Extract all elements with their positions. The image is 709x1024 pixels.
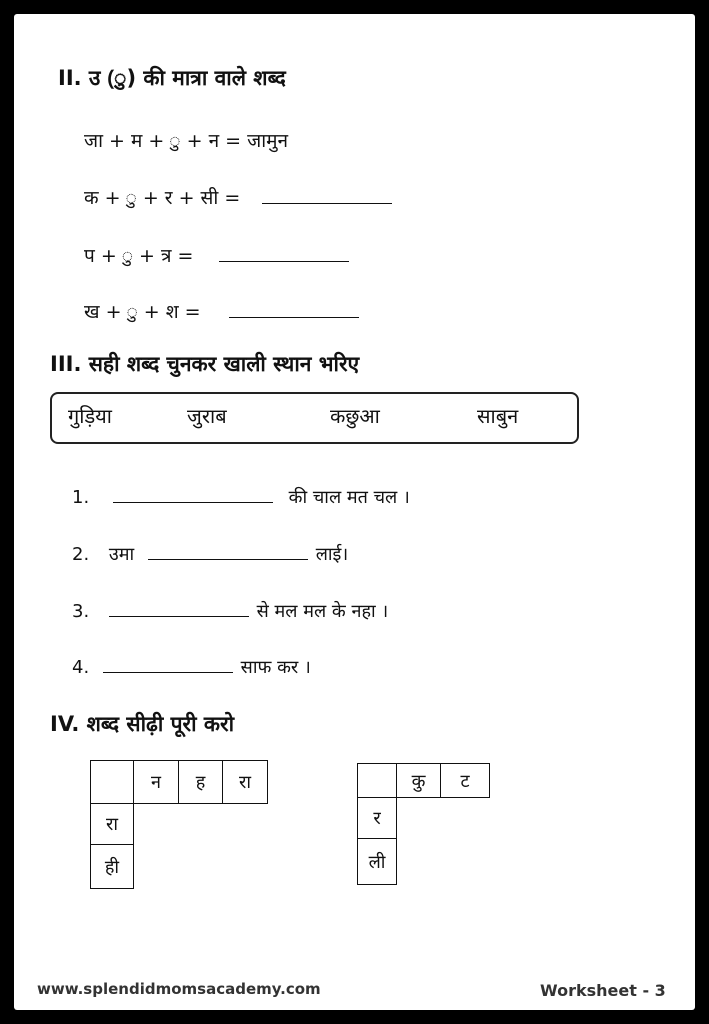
footer-website: www.splendidmomsacademy.com [37,980,321,998]
ladder-cell: न [133,760,179,804]
sentence-2 [72,542,348,566]
answer-blank[interactable] [148,558,308,560]
footer-worksheet-label: Worksheet - 3 [540,981,666,1000]
sentence-number: 3. [72,601,90,622]
word-bank-item: गुड़िया [68,404,112,428]
answer-blank[interactable] [103,671,233,673]
ladder-cell: ह [178,760,223,804]
answer-blank[interactable] [113,501,273,503]
answer-blank[interactable] [262,202,392,204]
ladder-cell-blank[interactable] [90,760,134,804]
ladder-cell: रा [90,803,134,845]
equation-row-3 [84,242,349,268]
sentence-text: साफ कर । [240,657,311,678]
sentence-text: से मल मल के नहा । [256,601,389,622]
ladder-cell: ट [440,763,490,798]
answer-blank[interactable] [219,260,349,262]
section-2-title: II. उ (ु) की मात्रा वाले शब्द [58,66,286,90]
ladder-cell: ही [90,844,134,889]
sentence-text: की चाल मत चल । [288,487,410,508]
equation-expression: ख + ु + श = [84,301,201,323]
equation-expression: जा + म + ु + न = जामुन [84,130,289,152]
sentence-4 [72,655,311,679]
word-bank-item: जुराब [187,404,227,428]
ladder-cell: कु [396,763,441,798]
sentence-number: 1. [72,487,90,508]
word-bank-item: कछुआ [330,404,380,428]
equation-row-4 [84,298,359,324]
ladder-cell: रा [222,760,268,804]
sentence-1 [72,485,410,509]
equation-expression: क + ु + र + सी = [84,187,241,209]
ladder-cell: ली [357,838,397,885]
ladder-cell: र [357,797,397,839]
worksheet-page [14,14,695,1010]
section-3-title: III. सही शब्द चुनकर खाली स्थान भरिए [50,352,360,376]
answer-blank[interactable] [229,316,359,318]
ladder-cell-blank[interactable] [357,763,397,798]
answer-blank[interactable] [109,615,249,617]
sentence-number: 2. [72,544,90,565]
equation-expression: प + ु + त्र = [84,245,194,267]
sentence-text-before: उमा [108,544,135,565]
sentence-3 [72,599,388,623]
sentence-text: लाई। [315,544,349,565]
equation-row-1 [84,127,288,153]
section-4-title: IV. शब्द सीढ़ी पूरी करो [50,712,235,736]
word-bank-box [50,392,579,444]
word-bank-item: साबुन [477,404,519,428]
equation-row-2 [84,184,392,210]
sentence-number: 4. [72,657,90,678]
